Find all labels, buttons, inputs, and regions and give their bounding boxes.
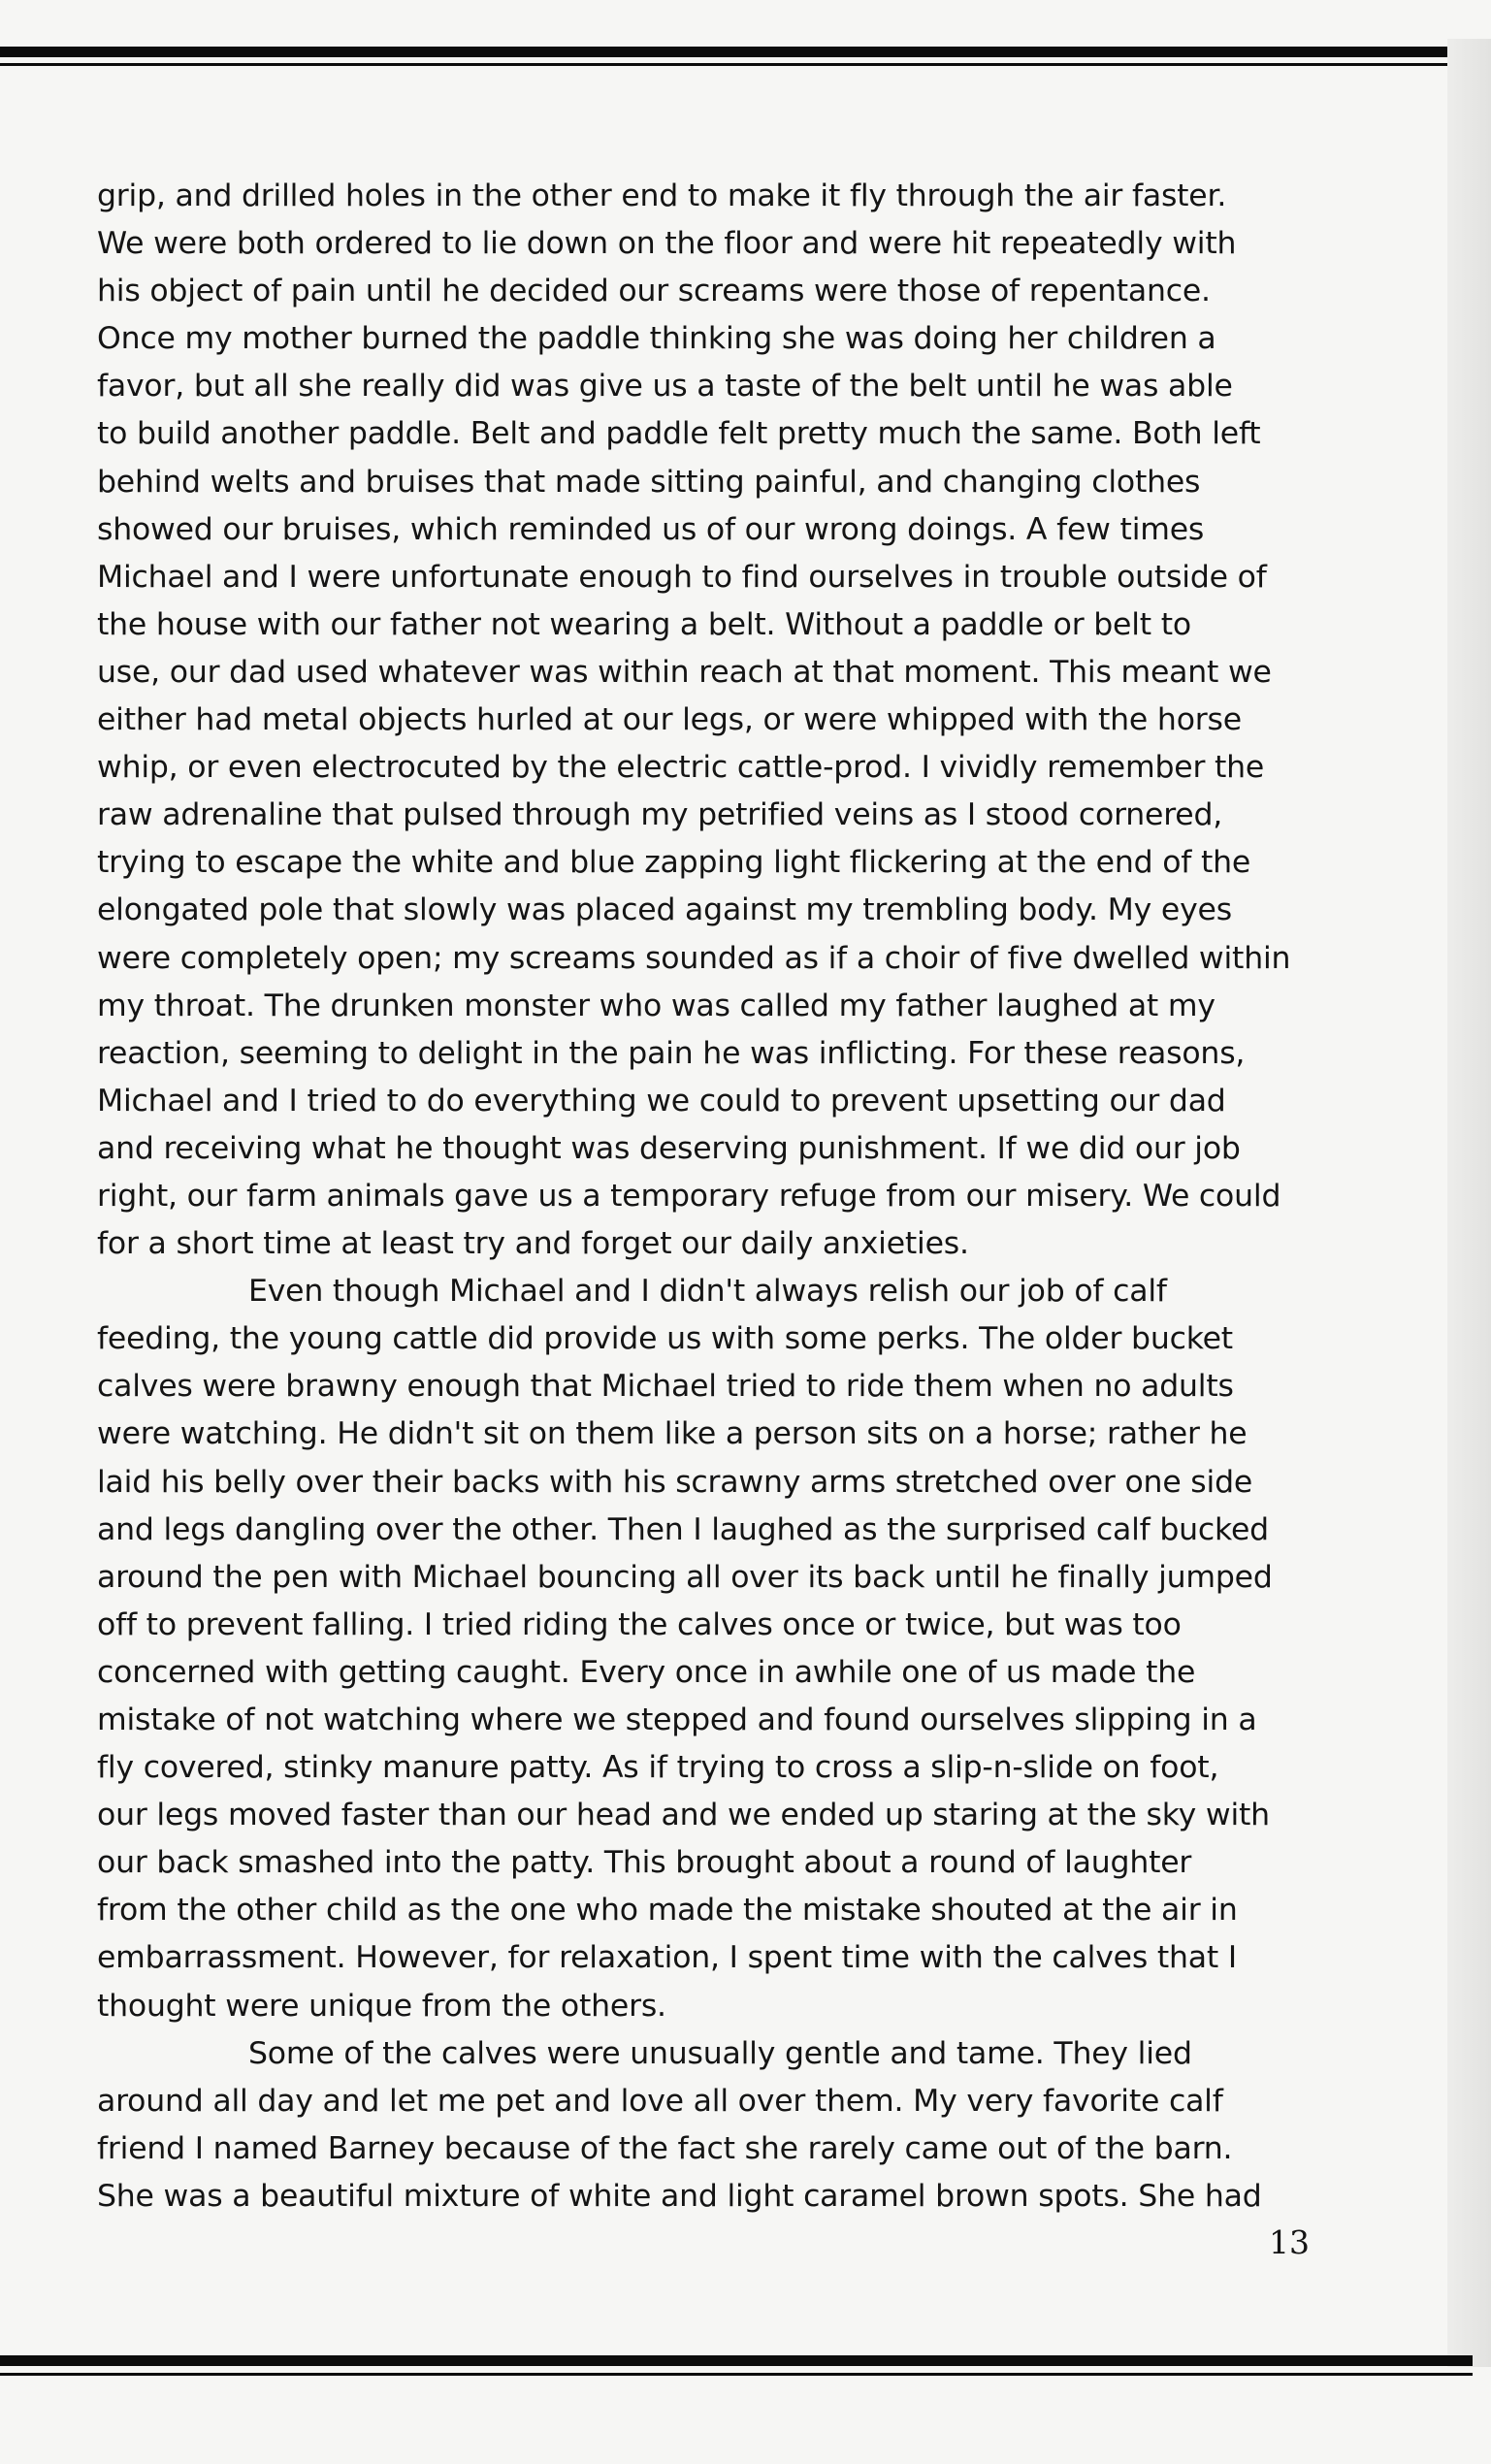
- text-line: around the pen with Michael bouncing all over its back until he finally jumped: [97, 1559, 1273, 1595]
- text-line: behind welts and bruises that made sitting painful, and changing clothes: [97, 464, 1201, 500]
- text-line: the house with our father not wearing a belt. Without a paddle or belt to: [97, 606, 1191, 642]
- text-line: and receiving what he thought was deserving punishment. If we did our job: [97, 1130, 1241, 1166]
- text-line: right, our farm animals gave us a temporary refuge from our misery. We could: [97, 1178, 1281, 1214]
- text-line: around all day and let me pet and love all over them. My very favorite calf: [97, 2083, 1223, 2119]
- adjacent-page-edge: [1447, 39, 1491, 2367]
- text-line: either had metal objects hurled at our legs, or were whipped with the horse: [97, 702, 1242, 738]
- text-line: were watching. He didn't sit on them like a person sits on a horse; rather he: [97, 1416, 1248, 1452]
- text-line: his object of pain until he decided our screams were those of repentance.: [97, 274, 1211, 309]
- body-text: [97, 173, 1319, 2221]
- text-line: use, our dad used whatever was within reach at that moment. This meant we: [97, 654, 1272, 690]
- page-number: 13: [1269, 2223, 1310, 2261]
- text-line: from the other child as the one who made the mistake shouted at the air in: [97, 1893, 1238, 1929]
- text-line: concerned with getting caught. Every once in awhile one of us made the: [97, 1654, 1196, 1690]
- text-line: our back smashed into the patty. This brought about a round of laughter: [97, 1845, 1192, 1881]
- paragraph-start-line: Some of the calves were unusually gentle and tame. They lied: [248, 2035, 1192, 2071]
- text-line: fly covered, stinky manure patty. As if trying to cross a slip-n-slide on foot,: [97, 1750, 1219, 1786]
- bottom-rule: [0, 2355, 1473, 2366]
- text-line: elongated pole that slowly was placed against my trembling body. My eyes: [97, 892, 1232, 928]
- text-line: my throat. The drunken monster who was called my father laughed at my: [97, 988, 1215, 1023]
- bottom-rule-thin: [0, 2373, 1473, 2376]
- text-line: Once my mother burned the paddle thinking she was doing her children a: [97, 321, 1216, 357]
- text-line: Michael and I were unfortunate enough to find ourselves in trouble outside of: [97, 559, 1267, 595]
- text-line: calves were brawny enough that Michael tried to ride them when no adults: [97, 1369, 1234, 1405]
- text-line: grip, and drilled holes in the other end to make it fly through the air faster.: [97, 178, 1227, 213]
- text-line: feeding, the young cattle did provide us with some perks. The older bucket: [97, 1321, 1233, 1357]
- text-line: reaction, seeming to delight in the pain he was inflicting. For these reasons,: [97, 1035, 1246, 1071]
- top-rule: [0, 47, 1447, 57]
- text-line: whip, or even electrocuted by the electric cattle-prod. I vividly remember the: [97, 750, 1265, 786]
- text-line: laid his belly over their backs with his scrawny arms stretched over one side: [97, 1464, 1253, 1500]
- paragraph-start-line: Even though Michael and I didn't always relish our job of calf: [248, 1274, 1167, 1310]
- text-line: Michael and I tried to do everything we could to prevent upsetting our dad: [97, 1083, 1226, 1119]
- text-line: We were both ordered to lie down on the floor and were hit repeatedly with: [97, 226, 1237, 262]
- top-rule-thin: [0, 63, 1447, 66]
- text-line: trying to escape the white and blue zapping light flickering at the end of the: [97, 845, 1251, 881]
- text-line: embarrassment. However, for relaxation, I spent time with the calves that I: [97, 1940, 1237, 1976]
- text-line: for a short time at least try and forget our daily anxieties.: [97, 1226, 969, 1262]
- text-line: to build another paddle. Belt and paddle felt pretty much the same. Both left: [97, 416, 1261, 452]
- text-line: showed our bruises, which reminded us of our wrong doings. A few times: [97, 511, 1205, 547]
- text-line: favor, but all she really did was give us a taste of the belt until he was able: [97, 369, 1233, 405]
- text-line: She was a beautiful mixture of white and light caramel brown spots. She had: [97, 2178, 1262, 2214]
- text-line: off to prevent falling. I tried riding the calves once or twice, but was too: [97, 1606, 1182, 1642]
- text-line: raw adrenaline that pulsed through my petrified veins as I stood cornered,: [97, 797, 1223, 833]
- text-line: friend I named Barney because of the fact she rarely came out of the barn.: [97, 2130, 1233, 2166]
- text-line: thought were unique from the others.: [97, 1988, 666, 2024]
- text-line: mistake of not watching where we stepped and found ourselves slipping in a: [97, 1702, 1257, 1737]
- text-line: were completely open; my screams sounded as if a choir of five dwelled within: [97, 940, 1291, 976]
- text-line: our legs moved faster than our head and we ended up staring at the sky with: [97, 1798, 1270, 1833]
- text-line: and legs dangling over the other. Then I laughed as the surprised calf bucked: [97, 1511, 1269, 1547]
